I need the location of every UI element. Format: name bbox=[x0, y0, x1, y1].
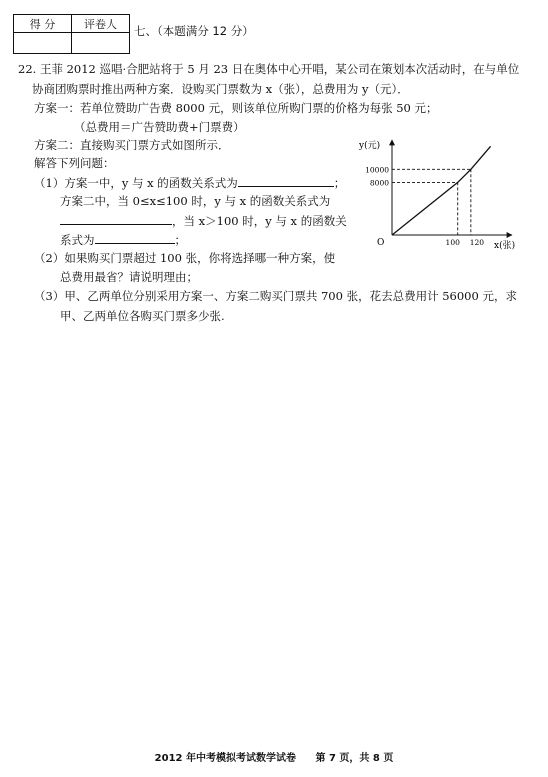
question-1-line-4-end: ； bbox=[174, 233, 186, 247]
plan-two-graph bbox=[344, 132, 534, 256]
page-footer bbox=[0, 749, 548, 764]
x-tick-label: 120 bbox=[469, 238, 485, 247]
question-1-line-2: 方案二中，当 0≤x≤100 时，y 与 x 的函数关系式为 bbox=[60, 194, 331, 208]
answer-blank-1 bbox=[238, 174, 334, 187]
score-cell bbox=[14, 33, 72, 54]
plan-one-formula-note: （总费用＝广告赞助费+门票费） bbox=[74, 120, 245, 134]
question-1-line-3-text: ，当 x＞100 时，y 与 x 的函数关 bbox=[172, 214, 347, 228]
problem-intro-line-2: 协商团购票时推出两种方案．设购买门票数为 x（张），总费用为 y（元）． bbox=[32, 82, 409, 96]
question-1-line-3 bbox=[60, 212, 347, 229]
plan-two-text: 方案二：直接购买门票方式如图所示． bbox=[34, 138, 230, 152]
question-1-line-4-text: 系式为 bbox=[60, 233, 95, 247]
plan-one-text: 方案一：若单位赞助广告费 8000 元，则该单位所购门票的价格为每张 50 元； bbox=[34, 101, 438, 115]
question-1-text: （1）方案一中，y 与 x 的函数关系式为 bbox=[34, 176, 238, 190]
series-line bbox=[392, 146, 491, 235]
score-header: 得 分 bbox=[14, 15, 72, 33]
question-2-line-2: 总费用最省？请说明理由； bbox=[60, 270, 198, 284]
instructions-heading: 解答下列问题： bbox=[34, 156, 115, 170]
y-axis-label: y(元) bbox=[359, 141, 381, 151]
grader-cell bbox=[72, 33, 130, 54]
question-3-line-2: 甲、乙两单位各购买门票多少张. bbox=[60, 309, 225, 323]
grader-header: 评卷人 bbox=[72, 15, 130, 33]
question-3-line-1: （3）甲、乙两单位分别采用方案一、方案二购买门票共 700 张，花去总费用计 56000 元，求 bbox=[34, 289, 517, 303]
answer-blank-2 bbox=[60, 212, 172, 225]
footer-exam-title: 2012 年中考模拟考试数学试卷 bbox=[154, 753, 296, 764]
y-tick-label: 10000 bbox=[365, 165, 389, 175]
origin-label: O bbox=[377, 238, 385, 248]
x-tick-label: 100 bbox=[445, 238, 460, 247]
question-1-line-1 bbox=[34, 174, 345, 191]
question-2-line-1: （2）如果购买门票超过 100 张，你将选择哪一种方案，使 bbox=[34, 251, 336, 265]
section-title: 七、（本题满分 12 分） bbox=[134, 24, 254, 38]
answer-blank-3 bbox=[95, 231, 175, 244]
score-table bbox=[13, 14, 130, 54]
problem-intro-line-1: 22. 王菲 2012 巡唱·合肥站将于 5 月 23 日在奥体中心开唱，某公司在策划本次活动时，在与单位 bbox=[18, 62, 520, 76]
question-1-end: ； bbox=[333, 176, 346, 190]
footer-page-number: 第 7 页，共 8 页 bbox=[315, 753, 394, 764]
question-1-line-4 bbox=[60, 231, 186, 248]
y-tick-label: 8000 bbox=[369, 178, 389, 188]
x-axis-label: x(张) bbox=[494, 241, 516, 251]
